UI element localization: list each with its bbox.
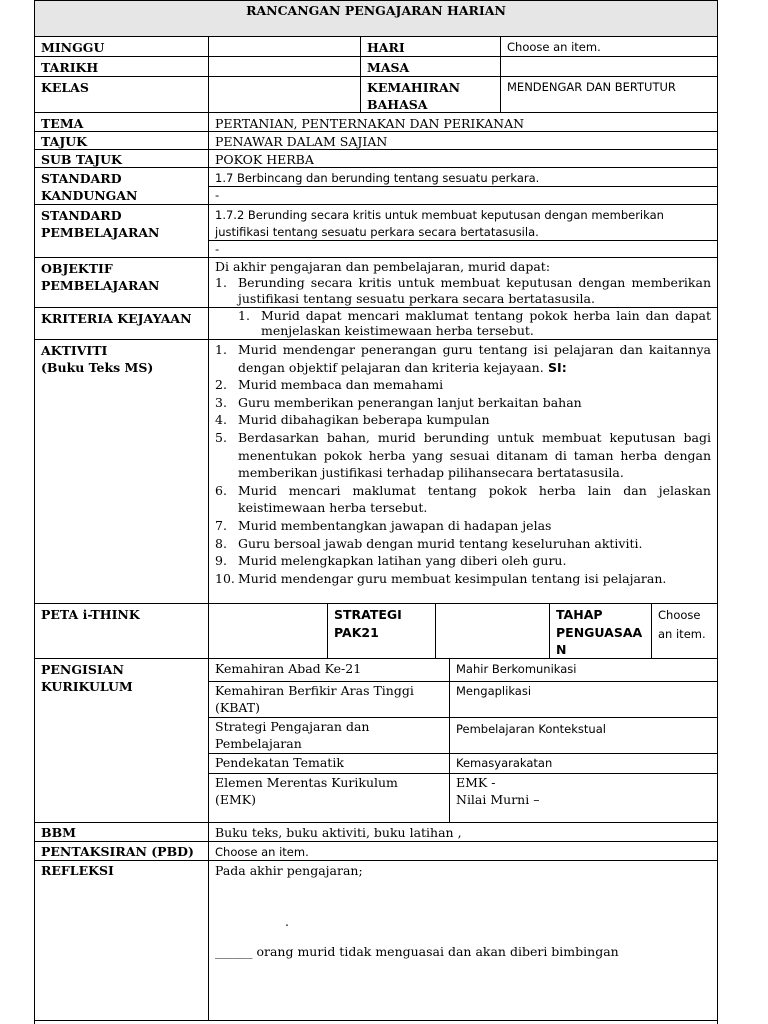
bbm-row xyxy=(35,822,717,841)
pentaksiran-dropdown[interactable]: Choose an item. xyxy=(208,842,717,860)
kurikulum-item-label-line1: Kemahiran Berfikir Aras Tinggi xyxy=(215,683,414,698)
standard-pembelajaran-label-line1: STANDARD xyxy=(41,208,122,223)
kriteria-label: KRITERIA KEJAYAAN xyxy=(41,311,192,326)
tema-row xyxy=(35,112,717,131)
list-item xyxy=(215,341,711,376)
standard-kandungan-value2: - xyxy=(215,188,220,202)
aktiviti-cell xyxy=(208,340,717,603)
item-text: Murid melengkapkan latihan yang diberi oleh guru. xyxy=(238,553,567,569)
aktiviti-label xyxy=(35,340,208,603)
kurikulum-item-label xyxy=(209,773,449,822)
list-item xyxy=(215,535,711,553)
item-text: Murid dibahagikan beberapa kumpulan xyxy=(238,412,490,428)
masa-value[interactable] xyxy=(500,57,717,76)
kurikulum-subrow xyxy=(209,717,717,753)
kurikulum-label-line1: PENGISIAN xyxy=(41,662,124,677)
refleksi-dot: . xyxy=(285,914,289,929)
tahap-label-line3: N xyxy=(556,642,567,657)
tahap-label xyxy=(549,604,651,658)
kurikulum-item-value-line2: Nilai Murni – xyxy=(456,792,540,807)
item-text: Berdasarkan bahan, murid berunding untuk membuat keputusan bagi menentukan pokok herba yang sesuai ditanam di taman herba dengan memberikan justifikasi terhadap pilihansecara bertatasusila. xyxy=(238,429,711,481)
tajuk-label: TAJUK xyxy=(41,134,87,149)
refleksi-row xyxy=(35,860,717,1020)
tajuk-row xyxy=(35,131,717,149)
item-number: 3. xyxy=(215,394,227,410)
kurikulum-item-label: Pendekatan Tematik xyxy=(215,755,344,770)
tarikh-value[interactable] xyxy=(208,57,360,76)
sub-tajuk-label: SUB TAJUK xyxy=(41,152,122,167)
tarikh-label: TARIKH xyxy=(41,60,99,75)
title-row xyxy=(35,0,717,36)
aktiviti-row xyxy=(35,339,717,603)
standard-kandungan-label-line1: STANDARD xyxy=(41,171,122,186)
list-item xyxy=(215,517,711,535)
sub-tajuk-value: POKOK HERBA xyxy=(208,150,717,167)
peta-row xyxy=(35,603,717,658)
kurikulum-item-value: Kemasyarakatan xyxy=(449,753,717,773)
standard-kandungan-divider xyxy=(209,186,717,187)
standard-kandungan-row xyxy=(35,167,717,204)
kemahiran-value: MENDENGAR DAN BERTUTUR xyxy=(500,77,717,112)
standard-pembelajaran-cell xyxy=(208,205,717,257)
kurikulum-item-label: Kemahiran Abad Ke-21 xyxy=(215,661,362,676)
item-text: Berunding secara kritis untuk membuat keputusan dengan memberikan justifikasi tentang sesuatu perkara secara bertatasusila. xyxy=(238,275,711,306)
list-item xyxy=(215,482,711,517)
standard-pembelajaran-divider xyxy=(209,240,717,241)
minggu-label: MINGGU xyxy=(41,40,105,55)
kurikulum-item-label-line2: (KBAT) xyxy=(215,700,260,715)
item-number: 2. xyxy=(215,377,227,393)
standard-pembelajaran-row xyxy=(35,204,717,257)
tahap-label-line1: TAHAP xyxy=(556,607,603,622)
item-number: 8. xyxy=(215,535,227,551)
kriteria-row xyxy=(35,307,717,339)
strategi-label xyxy=(327,604,435,658)
item-text: Murid membaca dan memahami xyxy=(238,377,444,393)
standard-pembelajaran-label-line2: PEMBELAJARAN xyxy=(41,225,160,240)
tahap-dropdown-line1: Choose xyxy=(658,608,701,622)
standard-kandungan-label-line2: KANDUNGAN xyxy=(41,188,138,203)
hari-dropdown[interactable]: Choose an item. xyxy=(500,37,717,56)
list-item xyxy=(215,275,711,307)
bbm-value: Buku teks, buku aktiviti, buku latihan , xyxy=(208,823,717,841)
list-item xyxy=(215,552,711,570)
kurikulum-item-label xyxy=(209,681,449,717)
kurikulum-item-value-line1: EMK - xyxy=(456,775,496,790)
refleksi-label: REFLEKSI xyxy=(41,863,114,878)
pentaksiran-row xyxy=(35,841,717,860)
item-number: 1. xyxy=(215,342,227,357)
kurikulum-item-value: Pembelajaran Kontekstual xyxy=(449,717,717,753)
masa-label: MASA xyxy=(360,57,500,76)
kelas-value[interactable] xyxy=(208,77,360,112)
peta-value[interactable] xyxy=(208,604,327,658)
list-item xyxy=(238,309,711,338)
standard-pembelajaran-value: 1.7.2 Berunding secara kritis untuk membuat keputusan dengan memberikan justifikasi tentang sesuatu perkara secara bertatasusila. xyxy=(215,208,664,239)
strategi-label-line1: STRATEGI xyxy=(334,607,402,622)
list-item xyxy=(215,429,711,482)
list-item xyxy=(215,570,711,588)
objektif-intro: Di akhir pengajaran dan pembelajaran, murid dapat: xyxy=(215,259,551,274)
item-number: 10. xyxy=(215,570,235,586)
table-bottom-border xyxy=(34,1020,718,1021)
kelas-row xyxy=(35,76,717,112)
refleksi-line2: orang murid tidak menguasai dan akan diberi bimbingan xyxy=(252,944,619,959)
list-item xyxy=(215,394,711,412)
kurikulum-subrow xyxy=(209,753,717,773)
standard-kandungan-cell xyxy=(208,168,717,204)
refleksi-cell[interactable] xyxy=(208,861,717,1020)
aktiviti-label-line1: AKTIVITI xyxy=(41,343,108,358)
objektif-label-line2: PEMBELAJARAN xyxy=(41,278,160,293)
refleksi-statement xyxy=(215,943,619,960)
item-number: 7. xyxy=(215,517,227,533)
item-bold-suffix: SI: xyxy=(543,359,567,375)
item-text: Guru bersoal jawab dengan murid tentang keseluruhan aktiviti. xyxy=(238,535,643,551)
item-number: 5. xyxy=(215,429,227,445)
kurikulum-subrow xyxy=(209,659,717,681)
tema-label: TEMA xyxy=(41,116,84,131)
objektif-label xyxy=(35,258,208,307)
kemahiran-label-line1: KEMAHIRAN xyxy=(367,80,461,95)
objektif-cell xyxy=(208,258,717,307)
aktiviti-list xyxy=(215,341,711,587)
kurikulum-item-label-line1: Elemen Merentas Kurikulum xyxy=(215,775,398,790)
item-number: 1. xyxy=(238,308,250,323)
item-number: 9. xyxy=(215,553,227,569)
refleksi-intro: Pada akhir pengajaran; xyxy=(215,863,363,878)
objektif-label-line1: OBJEKTIF xyxy=(41,261,113,276)
tahap-dropdown[interactable] xyxy=(651,604,717,658)
tema-value: PERTANIAN, PENTERNAKAN DAN PERIKANAN xyxy=(208,113,717,131)
kurikulum-item-value xyxy=(449,773,717,822)
kurikulum-item-value: Mahir Berkomunikasi xyxy=(449,659,717,681)
kriteria-list xyxy=(238,309,711,338)
item-number: 6. xyxy=(215,482,227,498)
item-text: Murid mendengar penerangan guru tentang isi pelajaran dan kaitannya dengan objektif pelajaran dan kriteria kejayaan. xyxy=(238,342,711,375)
objektif-row xyxy=(35,257,717,307)
kurikulum-subrow xyxy=(209,681,717,717)
minggu-row xyxy=(35,36,717,56)
refleksi-blank[interactable]: ______ xyxy=(215,944,253,959)
kelas-label: KELAS xyxy=(41,80,89,95)
kurikulum-item-value: Mengaplikasi xyxy=(449,681,717,717)
item-text: Guru memberikan penerangan lanjut berkaitan bahan xyxy=(238,394,582,410)
item-number: 1. xyxy=(215,275,227,290)
standard-pembelajaran-value2: - xyxy=(215,242,220,256)
kurikulum-item-label-line2: (EMK) xyxy=(215,792,257,807)
tajuk-value: PENAWAR DALAM SAJIAN xyxy=(208,132,717,149)
tarikh-row xyxy=(35,56,717,76)
standard-pembelajaran-label xyxy=(35,205,208,257)
strategi-label-line2: PAK21 xyxy=(334,625,379,640)
kurikulum-item-label-line2: Pembelajaran xyxy=(215,736,302,751)
kurikulum-row xyxy=(35,658,717,822)
page-title: RANCANGAN PENGAJARAN HARIAN xyxy=(246,3,506,18)
list-item xyxy=(215,411,711,429)
item-text: Murid mencari maklumat tentang pokok herba lain dan jelaskan keistimewaan herba tersebut. xyxy=(238,482,711,516)
hari-label: HARI xyxy=(360,37,500,56)
item-number: 4. xyxy=(215,412,227,428)
kurikulum-label xyxy=(35,659,208,822)
sub-tajuk-row xyxy=(35,149,717,167)
minggu-value[interactable] xyxy=(208,37,360,56)
bbm-label: BBM xyxy=(41,825,76,840)
objektif-list xyxy=(215,275,711,307)
kurikulum-cell xyxy=(208,659,717,822)
kurikulum-item-label-line1: Strategi Pengajaran dan xyxy=(215,719,370,734)
standard-kandungan-label xyxy=(35,168,208,204)
kurikulum-subrow xyxy=(209,773,717,822)
peta-label: PETA i-THINK xyxy=(41,607,140,622)
list-item xyxy=(215,376,711,394)
item-text: Murid mendengar guru membuat kesimpulan tentang isi pelajaran. xyxy=(238,570,667,586)
standard-kandungan-value: 1.7 Berbincang dan berunding tentang sesuatu perkara. xyxy=(215,171,540,185)
aktiviti-label-line2: (Buku Teks MS) xyxy=(41,360,154,375)
kurikulum-item-label xyxy=(209,717,449,753)
item-text: Murid membentangkan jawapan di hadapan jelas xyxy=(238,517,552,533)
tahap-dropdown-line2: an item. xyxy=(658,627,706,641)
pentaksiran-label: PENTAKSIRAN (PBD) xyxy=(41,844,194,859)
tahap-label-line2: PENGUASAA xyxy=(556,624,643,640)
kriteria-cell xyxy=(208,308,717,339)
kemahiran-label xyxy=(360,77,500,112)
lesson-plan-table xyxy=(34,0,718,1024)
kemahiran-label-line2: BAHASA xyxy=(367,97,428,112)
strategi-value[interactable] xyxy=(435,604,549,658)
kurikulum-label-line2: KURIKULUM xyxy=(41,679,133,694)
item-text: Murid dapat mencari maklumat tentang pokok herba lain dan dapat menjelaskan keistimewaan herba tersebut. xyxy=(261,308,711,338)
